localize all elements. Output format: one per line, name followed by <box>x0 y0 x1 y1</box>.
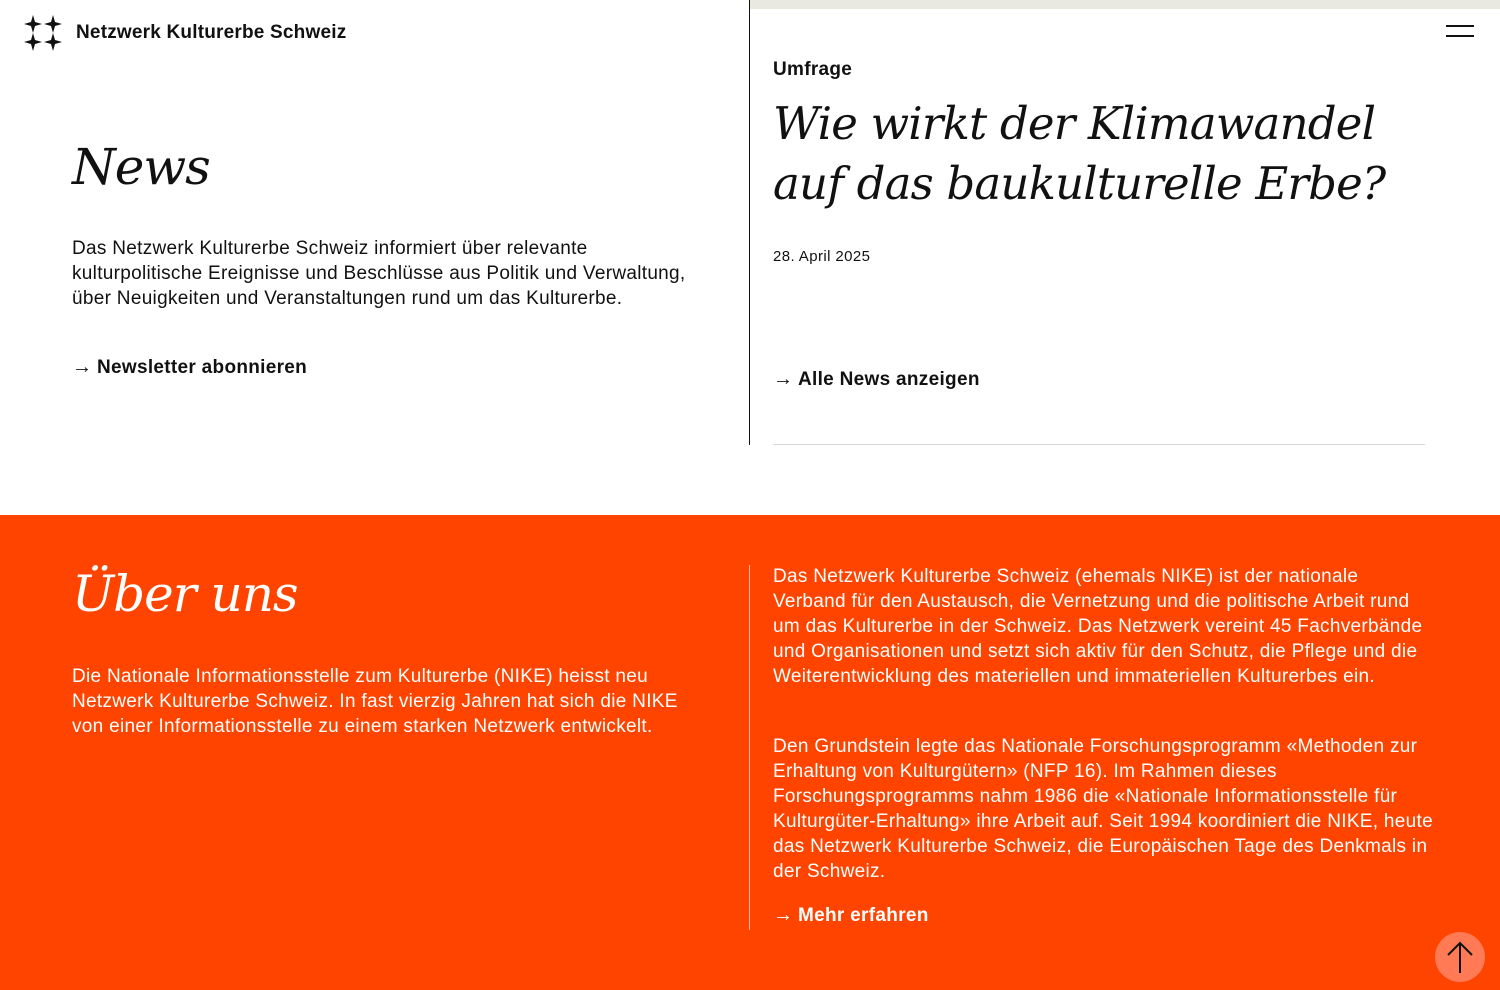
all-news-link[interactable] <box>773 368 980 391</box>
four-stars-logo-icon <box>22 13 64 53</box>
teaser-date: 28. April 2025 <box>773 248 871 265</box>
about-section <box>0 515 1500 990</box>
about-divider <box>749 565 750 930</box>
more-link-label: Mehr erfahren <box>798 904 929 926</box>
more-link[interactable] <box>773 904 929 927</box>
newsletter-link[interactable] <box>72 356 307 379</box>
about-paragraph: Den Grundstein legte das Nationale Forschungsprogramm «Methoden zur Erhaltung von Kulturgütern» (NFP 16). Im Rahmen dieses Forschungsprogramms nahm 1986 die «Nationale Informationsstelle für Kulturgüter-Erhaltung» ihre Arbeit auf. Seit 1994 koordiniert die NIKE, heute das Netzwerk Kulturerbe Schweiz, die Europäischen Tage des Denkmals in der Schweiz. <box>773 736 1433 882</box>
menu-line <box>1446 35 1474 37</box>
about-paragraph: Das Netzwerk Kulturerbe Schweiz (ehemals NIKE) ist der nationale Verband für den Austausch, die Vernetzung und die politische Arbeit rund um das Kulturerbe in der Schweiz. Das Netzwerk vereint 45 Fachverbände und Organisationen und setzt sich aktiv für den Schutz, die Pflege und die Weiterentwicklung des materiellen und immateriellen Kulturerbes ein. <box>773 566 1423 687</box>
menu-line <box>1446 25 1474 27</box>
brand-name[interactable]: Netzwerk Kulturerbe Schweiz <box>76 22 347 43</box>
arrow-up-icon <box>1435 932 1485 982</box>
hamburger-menu-icon[interactable] <box>1444 20 1476 46</box>
news-divider <box>749 0 750 445</box>
logo-icon[interactable] <box>22 13 64 53</box>
scroll-to-top-button[interactable] <box>1435 932 1485 982</box>
arrow-right-icon: → <box>72 356 93 378</box>
news-intro: Das Netzwerk Kulturerbe Schweiz informiert über relevante kulturpolitische Ereignisse und Beschlüsse aus Politik und Verwaltung, über Neuigkeiten und Veranstaltungen rund um das Kulturerbe. <box>72 238 686 309</box>
news-separator <box>773 444 1425 445</box>
about-title: Über uns <box>72 565 298 623</box>
news-title: News <box>72 138 210 196</box>
teaser-category: Umfrage <box>773 59 853 80</box>
site-header <box>0 0 1500 60</box>
all-news-link-label: Alle News anzeigen <box>798 368 980 390</box>
arrow-right-icon: → <box>773 368 794 390</box>
arrow-right-icon: → <box>773 904 794 926</box>
teaser-title-link[interactable]: Wie wirkt der Klimawandel auf das baukulturelle Erbe? <box>773 97 1386 210</box>
newsletter-link-label: Newsletter abonnieren <box>97 356 308 378</box>
about-intro: Die Nationale Informationsstelle zum Kulturerbe (NIKE) heisst neu Netzwerk Kulturerbe Schweiz. In fast vierzig Jahren hat sich die NIKE von einer Informationsstelle zu einem starken Netzwerk entwickelt. <box>72 666 678 737</box>
top-strip <box>750 0 1500 9</box>
